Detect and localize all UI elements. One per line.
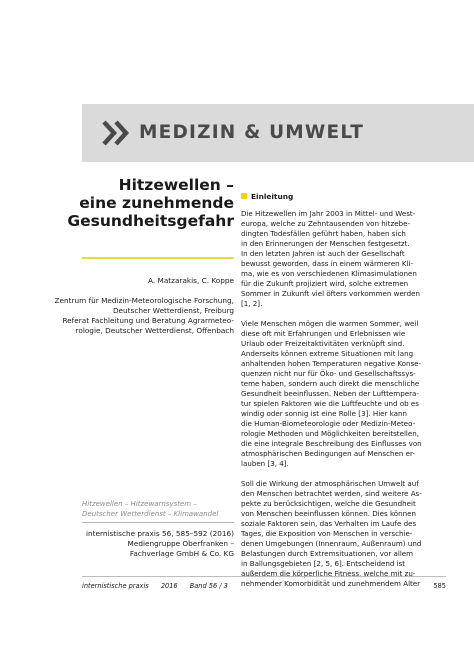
title-line: Hitzewellen – <box>118 176 234 194</box>
body-line: in den Erinnerungen der Menschen festgesetzt. <box>241 239 410 248</box>
body-text <box>241 209 446 599</box>
authors: A. Matzarakis, C. Koppe <box>148 276 234 285</box>
citation-line: Fachverlage GmbH & Co. KG <box>129 549 234 558</box>
citation-line: Mediengruppe Oberfranken – <box>127 539 234 548</box>
body-line: Soll die Wirkung der atmosphärischen Umwelt auf <box>241 479 419 488</box>
section-banner <box>82 104 474 162</box>
body-line: Urlaub oder Freizeitaktivitäten verknüpft sind. <box>241 339 405 348</box>
body-line: [1, 2]. <box>241 299 263 308</box>
page-number: 585 <box>433 582 446 590</box>
body-line: Tages, die Exposition von Menschen in verschie- <box>241 529 413 538</box>
double-chevron-right-icon <box>102 119 132 147</box>
body-line: die eine integrale Beschreibung des Einflusses von <box>241 439 422 448</box>
article-title <box>67 176 234 230</box>
body-line: Die Hitzewellen im Jahr 2003 in Mittel- und West- <box>241 209 416 218</box>
body-line: denen Umgebungen (Innenraum, Außenraum) und <box>241 539 422 548</box>
body-line: nehmender Komorbidität und zunehmendem Alter <box>241 579 421 588</box>
body-line: Sommer in Zukunft viel öfters vorkommen werden <box>241 289 420 298</box>
affiliation-line: Referat Fachleitung und Beratung Agrarmeteo- <box>62 316 234 325</box>
affiliations <box>55 296 234 336</box>
body-line: Anderseits können extreme Situationen mit lang <box>241 349 414 358</box>
body-line: windig oder sonnig ist eine Rolle [3]. Hier kann <box>241 409 408 418</box>
title-line: eine zunehmende <box>79 194 234 212</box>
body-line: tur spielen Faktoren wie die Luftfeuchte und ob es <box>241 399 419 408</box>
body-line: rologie Methoden und Möglichkeiten bereitstellen, <box>241 429 420 438</box>
body-line: diese oft mit Erfahrungen und Erlebnissen wie <box>241 329 406 338</box>
body-line: dingten Todesfällen geführt haben, haben sich <box>241 229 406 238</box>
keywords-divider <box>82 522 234 523</box>
body-line: ma, wie es von verschiedenen Klimasimulationen <box>241 269 417 278</box>
body-line: soziale Faktoren sein, das Verhalten im Laufe des <box>241 519 417 528</box>
body-line: anhaltenden hohen Temperaturen negative Konse- <box>241 359 422 368</box>
body-line: teme haben, sondern auch direkt die menschliche <box>241 379 420 388</box>
banner-title: MEDIZIN & UMWELT <box>139 122 365 143</box>
body-line: atmosphärischen Bedingungen auf Menschen er- <box>241 449 415 458</box>
affiliation-line: Zentrum für Medizin-Meteorologische Forschung, <box>54 296 234 305</box>
title-line: Gesundheitsgefahr <box>67 212 234 230</box>
affiliation-line: rologie, Deutscher Wetterdienst, Offenbach <box>75 326 234 335</box>
body-line: für die Zukunft projiziert wird, solche extremen <box>241 279 409 288</box>
body-line: quenzen nicht nur für Öko- und Gesellschaftssys- <box>241 369 416 378</box>
body-line: außerdem die körperliche Fitness, welche mit zu- <box>241 569 416 578</box>
body-line: Belastungen durch Extremsituationen, vor allem <box>241 549 414 558</box>
yellow-square-icon <box>241 193 247 199</box>
citation-line: internistische praxis 56, 585–592 (2016) <box>85 529 234 538</box>
section-heading-text: Einleitung <box>251 192 294 201</box>
paragraph <box>241 319 446 469</box>
paragraph <box>241 209 446 309</box>
body-line: europa, welche zu Zehntausenden von hitzebe- <box>241 219 411 228</box>
body-line: Viele Menschen mögen die warmen Sommer, weil <box>241 319 419 328</box>
affiliation-line: Deutscher Wetterdienst, Freiburg <box>112 306 234 315</box>
section-heading <box>241 192 293 202</box>
citation <box>86 529 234 559</box>
body-line: In den letzten Jahren ist auch der Gesellschaft <box>241 249 405 258</box>
paragraph <box>241 479 446 589</box>
keywords-line: Hitzewellen – Hitzewarnsystem – <box>82 500 197 508</box>
footer-divider <box>82 576 446 577</box>
body-line: von Menschen beeinflussen können. Dies können <box>241 509 416 518</box>
body-line: lauben [3, 4]. <box>241 459 289 468</box>
body-line: in Ballungsgebieten [2, 5, 6]. Entscheidend ist <box>241 559 406 568</box>
body-line: bewusst geworden, dass in einem wärmeren Kli- <box>241 259 414 268</box>
body-line: pekte zu berücksichtigen, welche die Gesundheit <box>241 499 416 508</box>
body-line: den Menschen betrachtet werden, sind weitere As- <box>241 489 422 498</box>
keywords <box>82 500 234 519</box>
keywords-line: Deutscher Wetterdienst – Klimawandel <box>82 509 219 518</box>
body-line: Gesundheit beeinflussen. Neben der Lufttempera- <box>241 389 419 398</box>
footer-journal: internistische praxis <box>82 582 149 590</box>
footer-year: 2016 <box>160 582 178 590</box>
body-line: die Human-Biometeorologie oder Medizin-Meteo- <box>241 419 416 428</box>
footer-volume: Band 56 / 3 <box>189 582 228 590</box>
title-divider <box>82 257 234 259</box>
running-footer <box>82 582 238 590</box>
